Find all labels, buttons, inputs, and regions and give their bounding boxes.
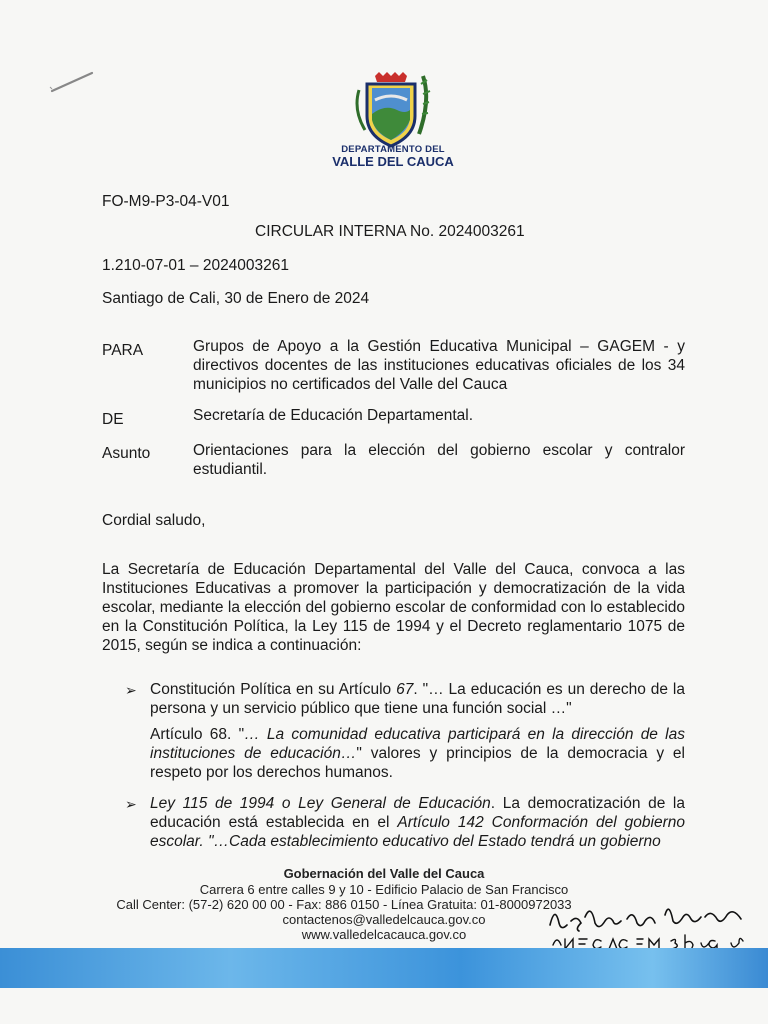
footer-title: Gobernación del Valle del Cauca bbox=[283, 866, 485, 881]
circular-title: CIRCULAR INTERNA No. 2024003261 bbox=[255, 223, 525, 240]
para-value: Grupos de Apoyo a la Gestión Educativa Municipal – GAGEM - y directivos docentes de las instituciones educativas oficiales de los 34 municipios no certificados del Valle del Cauca bbox=[193, 338, 685, 393]
footer-address: Carrera 6 entre calles 9 y 10 - Edificio Palacio de San Francisco bbox=[199, 882, 569, 897]
handwritten-signature-icon bbox=[545, 895, 765, 955]
bullet-constitucion bbox=[150, 680, 685, 718]
bullet-ley-115 bbox=[150, 794, 685, 851]
bullet-arrow-icon: ➢ bbox=[125, 682, 137, 698]
asunto-label: Asunto bbox=[102, 445, 151, 462]
body-paragraph: La Secretaría de Educación Departamental del Valle del Cauca, convoca a las Instituciones Educativas a promover la participación y democratización de la vida escolar, mediante la elección del gobierno escolar de conformidad con lo establecido en la Constitución Política, la Ley 115 de 1994 y el Decreto reglamentario 1075 de 2015, según se indica a continuación: bbox=[102, 561, 685, 654]
bullet-constitucion-text-a: Constitución Política en su Artículo bbox=[150, 681, 397, 698]
footer-web: www.valledelcacauca.gov.co bbox=[301, 927, 467, 942]
footer-email: contactenos@valledelcauca.gov.co bbox=[282, 912, 486, 927]
de-value: Secretaría de Educación Departamental. bbox=[193, 407, 474, 424]
articulo-68-text-c: " valores y principios de la democracia y el respeto por los derechos humanos. bbox=[150, 745, 685, 781]
de-label: DE bbox=[102, 411, 124, 428]
document-date: Santiago de Cali, 30 de Enero de 2024 bbox=[102, 290, 370, 307]
asunto-value: Orientaciones para la elección del gobierno escolar y contralor estudiantil. bbox=[193, 442, 685, 478]
footer-phones: Call Center: (57-2) 620 00 00 - Fax: 886 0150 - Línea Gratuita: 01-8000972033 bbox=[116, 897, 572, 912]
bullet-constitucion-text-c: . "… La educación es un derecho de la persona y un servicio público que tiene una función social …" bbox=[150, 681, 685, 717]
pen-mark-icon bbox=[48, 67, 98, 95]
articulo-68 bbox=[150, 725, 685, 782]
form-code: FO-M9-P3-04-V01 bbox=[102, 193, 230, 210]
coat-of-arms-logo-icon bbox=[345, 70, 440, 150]
bullet-constitucion-article: 67 bbox=[396, 681, 414, 698]
articulo-68-text-a: Artículo 68. " bbox=[150, 726, 245, 743]
department-line-1: DEPARTAMENTO DEL bbox=[341, 144, 445, 155]
greeting: Cordial saludo, bbox=[102, 512, 206, 529]
para-label: PARA bbox=[102, 342, 144, 359]
radicado-number: 1.210-07-01 – 2024003261 bbox=[102, 257, 290, 274]
bullet-ley-115-text-d: . "…Cada establecimiento educativo del Estado tendrá un gobierno bbox=[199, 833, 661, 850]
bullet-ley-115-title: Ley 115 de 1994 o Ley General de Educación bbox=[150, 795, 491, 812]
bullet-ley-115-article: Artículo 142 Conformación del gobierno escolar bbox=[150, 814, 686, 850]
articulo-68-quote: … La comunidad educativa participará en la dirección de las instituciones de educación… bbox=[150, 726, 685, 762]
bullet-arrow-icon: ➢ bbox=[125, 796, 137, 812]
footer-decorative-band bbox=[0, 948, 768, 988]
department-line-2: VALLE DEL CAUCA bbox=[332, 154, 454, 169]
bullet-ley-115-text-b: . La democratización de la educación está establecida en el bbox=[150, 795, 685, 831]
